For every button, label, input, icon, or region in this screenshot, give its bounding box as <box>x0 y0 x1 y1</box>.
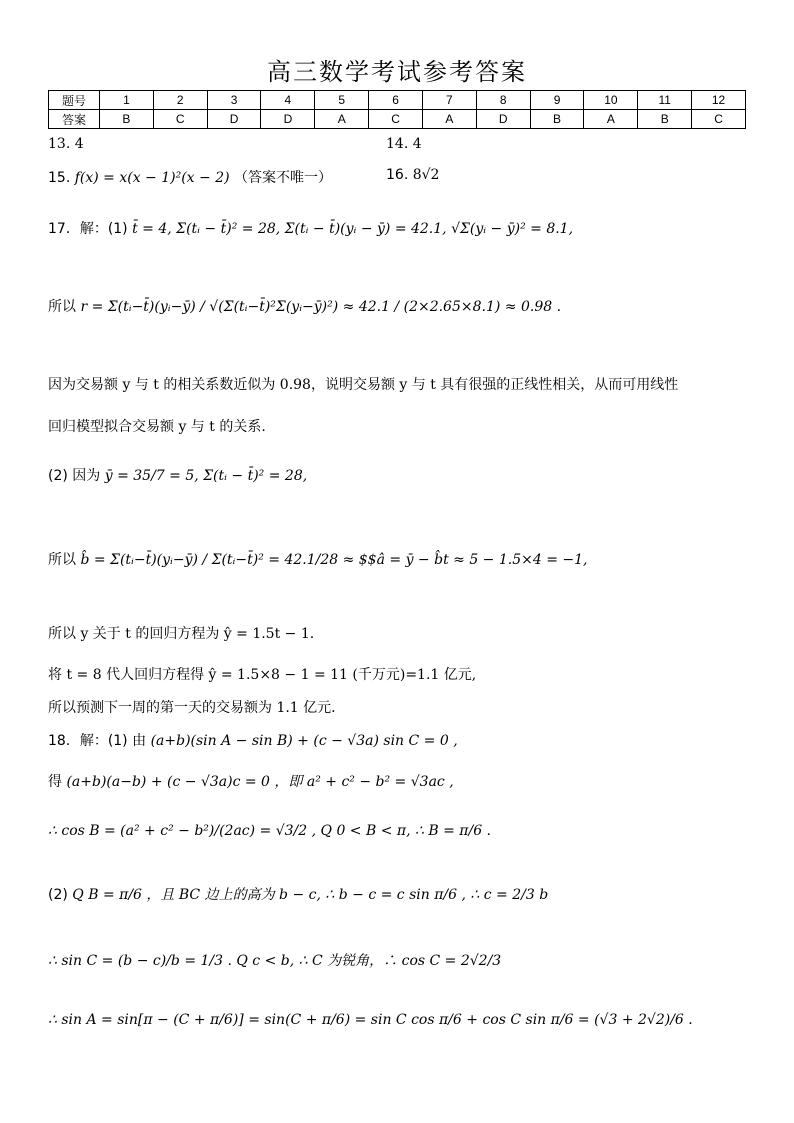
row-label: 答案 <box>49 110 100 129</box>
table-cell: 5 <box>315 91 369 110</box>
q17-part2 <box>48 465 307 485</box>
answer-table <box>48 90 746 129</box>
table-cell: 3 <box>207 91 261 110</box>
table-cell: D <box>261 110 315 129</box>
table-cell: 11 <box>638 91 692 110</box>
table-cell: C <box>153 110 207 129</box>
table-cell: B <box>100 110 154 129</box>
q18-part1 <box>48 730 458 750</box>
table-cell: 9 <box>530 91 584 110</box>
q17-slope <box>48 549 587 569</box>
q17-predict: 所以预测下一周的第一天的交易额为 1.1 亿元. <box>48 700 336 716</box>
table-cell: C <box>692 110 746 129</box>
question-number: 15. <box>48 170 71 186</box>
note: （答案不唯一） <box>234 170 333 186</box>
formula: (a+b)(sin A − sin B) + (c − √3a) sin C = 0 , <box>150 733 458 749</box>
q17-regression: 所以 y 关于 t 的回归方程为 ŷ = 1.5t − 1. <box>48 626 315 642</box>
label-suoyi: 所以 <box>48 552 76 568</box>
answer-15 <box>48 167 332 187</box>
formula: 8√2 <box>412 167 440 183</box>
table-cell: 12 <box>692 91 746 110</box>
table-cell: 1 <box>100 91 154 110</box>
question-intro: 17．解：(1) <box>48 221 128 237</box>
formula: ȳ = 35/7 = 5, Σ(tᵢ − t̄)² = 28, <box>104 468 308 484</box>
formula: f(x) = x(x − 1)²(x − 2) <box>74 170 230 186</box>
label-de: 得 <box>48 774 62 790</box>
answer-13: 13. 4 <box>48 136 84 152</box>
table-cell: A <box>315 110 369 129</box>
q18-step2 <box>48 771 454 791</box>
answer-16 <box>386 167 439 183</box>
q18-sinC: ∴ sin C = (b − c)/b = 1/3 . Q c < b, ∴ C 为锐角，∴ cos C = 2√2/3 <box>48 953 502 969</box>
table-cell: 4 <box>261 91 315 110</box>
question-intro: 18．解：(1) 由 <box>48 733 147 749</box>
q18-part2 <box>48 884 548 904</box>
question-intro: (2) <box>48 887 68 903</box>
page-title: 高三数学考试参考答案 <box>267 58 527 86</box>
table-cell: 10 <box>584 91 638 110</box>
row-label: 题号 <box>49 91 100 110</box>
table-cell: D <box>207 110 261 129</box>
question-number: 16. <box>386 167 409 183</box>
question-intro: (2) 因为 <box>48 468 101 484</box>
table-cell: 8 <box>476 91 530 110</box>
table-cell: 7 <box>422 91 476 110</box>
formula: t̄ = 4, Σ(tᵢ − t̄)² = 28, Σ(tᵢ − t̄)(yᵢ − ȳ) = 42.1, √Σ(yᵢ − ȳ)² = 8.1, <box>132 221 574 237</box>
q17-correlation <box>48 296 561 316</box>
formula: (a+b)(a−b) + (c − √3a)c = 0 ，即 a² + c² − b² = √3ac , <box>66 774 454 790</box>
q18-sinA: ∴ sin A = sin[π − (C + π/6)] = sin(C + π/6) = sin C cos π/6 + cos C sin π/6 = (√3 + 2√2)/6 . <box>48 1012 693 1028</box>
q17-substitute: 将 t = 8 代人回归方程得 ŷ = 1.5×8 − 1 = 11 (千万元)=1.1 亿元, <box>48 667 477 683</box>
table-cell: B <box>638 110 692 129</box>
q17-part1 <box>48 218 573 238</box>
table-cell: 2 <box>153 91 207 110</box>
q17-explain-2: 回归模型拟合交易额 y 与 t 的关系. <box>48 419 266 435</box>
table-cell: C <box>369 110 423 129</box>
label-suoyi: 所以 <box>48 299 76 315</box>
q17-explain-1: 因为交易额 y 与 t 的相关系数近似为 0.98，说明交易额 y 与 t 具有很强的正线性相关，从而可用线性 <box>48 377 679 393</box>
formula-b: b̂ = Σ(tᵢ−t̄)(yᵢ−ȳ) / Σ(tᵢ−t̄)² = 42.1/28 ≈ $$â = ȳ − b̂t ≈ 5 − 1.5×4 = −1, <box>80 552 588 568</box>
table-cell: D <box>476 110 530 129</box>
formula: Q B = π/6 ，且 BC 边上的高为 b − c, ∴ b − c = c sin π/6 , ∴ c = 2/3 b <box>72 887 549 903</box>
answer-14: 14. 4 <box>386 136 422 152</box>
table-row <box>49 91 746 110</box>
q18-cosB: ∴ cos B = (a² + c² − b²)/(2ac) = √3/2 , Q 0 < B < π, ∴ B = π/6 . <box>48 823 492 839</box>
table-cell: A <box>584 110 638 129</box>
table-cell: A <box>422 110 476 129</box>
table-row <box>49 110 746 129</box>
table-cell: B <box>530 110 584 129</box>
formula-r: r = Σ(tᵢ−t̄)(yᵢ−ȳ) / √(Σ(tᵢ−t̄)²Σ(yᵢ−ȳ)²) ≈ 42.1 / (2×2.65×8.1) ≈ 0.98 . <box>80 299 562 315</box>
table-cell: 6 <box>369 91 423 110</box>
